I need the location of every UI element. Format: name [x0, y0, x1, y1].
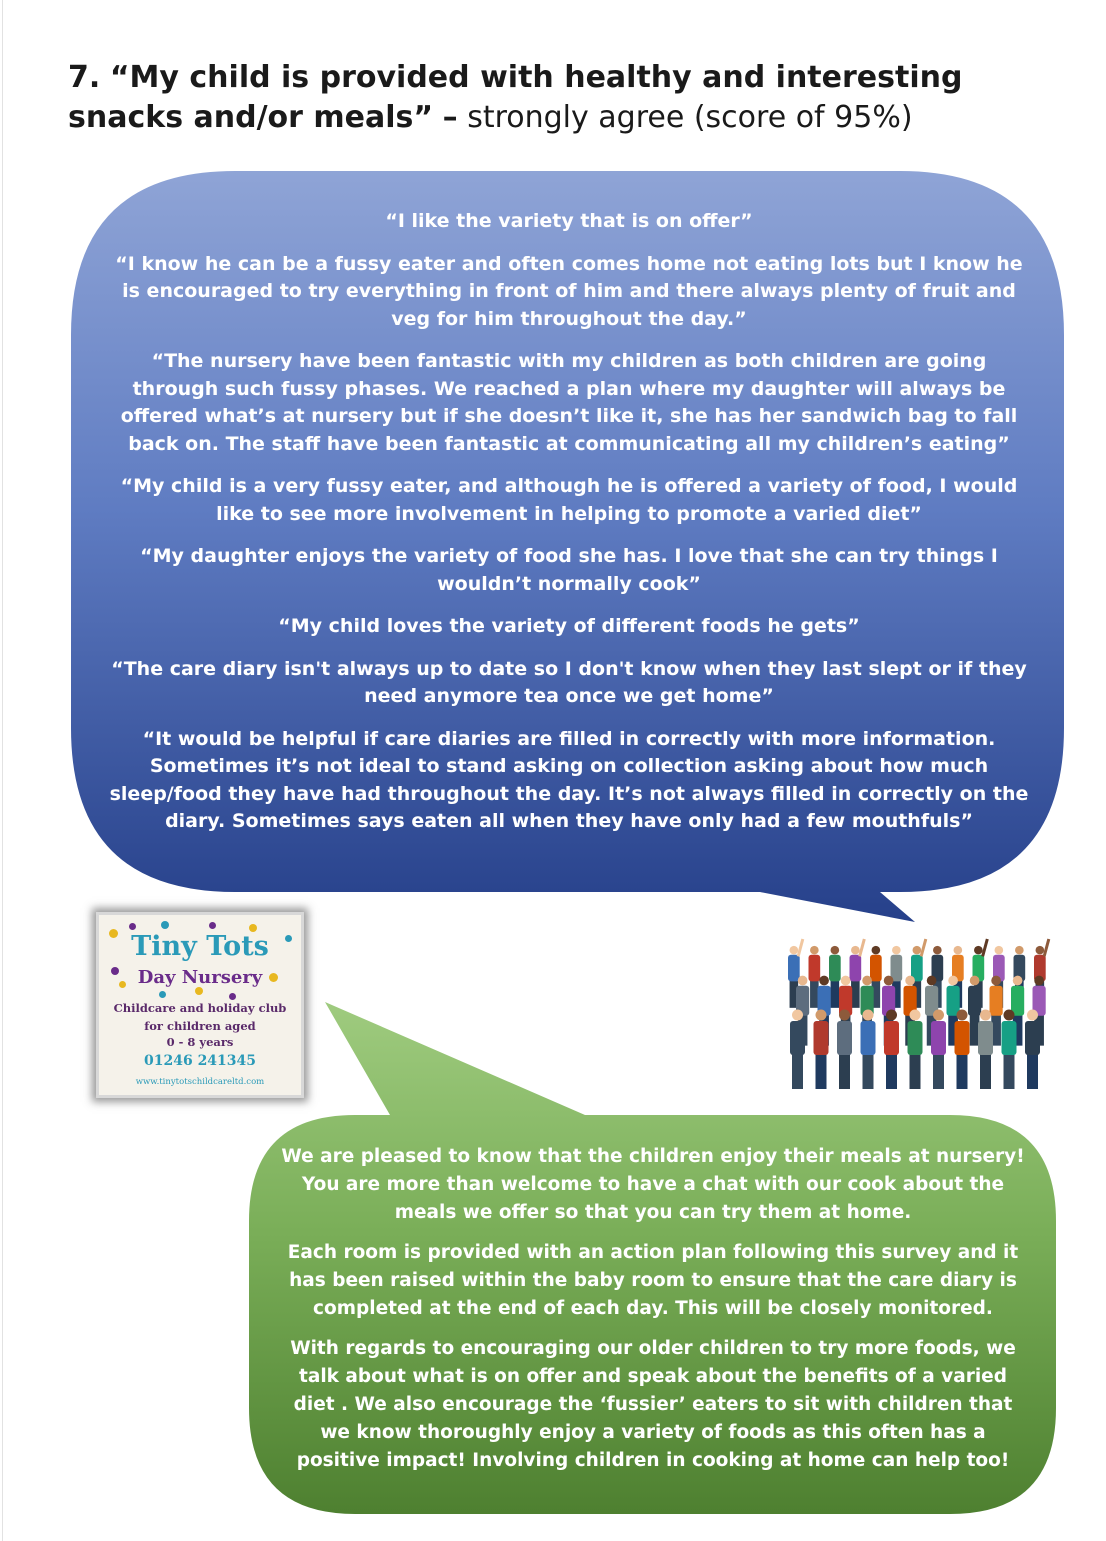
decor-dot — [159, 991, 166, 998]
sign-website: www.tinytotschildcareltd.com — [135, 1077, 265, 1087]
crowd-person — [861, 1010, 876, 1090]
crowd-person — [884, 1010, 899, 1090]
heading-number: 7. — [68, 60, 101, 95]
crowd-person — [978, 1010, 993, 1090]
crowd-person — [931, 1010, 946, 1090]
crowd-person — [814, 1010, 829, 1090]
sign-phone: 01246 241345 — [143, 1053, 257, 1069]
crowd-person — [955, 1010, 970, 1090]
crowd-icon — [782, 925, 1054, 1090]
sign-line: for children aged — [144, 1019, 256, 1033]
sign-title: Tiny Tots — [131, 931, 269, 962]
parent-comment: “The care diary isn't always up to date so I don't know when they last slept or if they need anymore tea once we get home” — [111, 657, 1027, 707]
crowd-person — [829, 946, 841, 1008]
parent-comment: “The nursery have been fantastic with my children as both children are going through such fussy phases. We reached a plan where my daughter will always be offered what’s at nursery but if she doesn’t like it, she has her sandwich bag to fall back on. The staff have been fantastic at communicating all my children’s eating” — [120, 350, 1018, 455]
parent-comment: “My child loves the variety of different foods he gets” — [278, 615, 860, 637]
decor-dot — [129, 923, 136, 930]
nursery-response — [278, 1143, 1028, 1487]
sign-subtitle: Day Nursery — [137, 967, 263, 988]
heading-result: strongly agree (score of 95%) — [467, 100, 913, 135]
parent-comment: “I like the variety that is on offer” — [385, 210, 753, 232]
heading-dash: – — [442, 100, 458, 135]
decor-dot — [161, 921, 169, 929]
decor-dot — [209, 922, 216, 929]
heading-question: “My child is provided with healthy and interesting snacks and/or meals” — [68, 60, 963, 135]
sign-line: Childcare and holiday club — [113, 1001, 287, 1015]
parent-comment: “My child is a very fussy eater, and although he is offered a variety of food, I would like to see more involvement in helping to promote a varied diet” — [120, 475, 1018, 525]
sign-line: 0 - 8 years — [166, 1035, 234, 1049]
parent-comment: “It would be helpful if care diaries are filled in correctly with more information. Sometimes it’s not ideal to stand asking on collection asking about how much sleep/food they have had throughout the day. It’s not always filled in correctly on the diary. Sometimes says eaten all when they have only had a few mouthfuls” — [109, 727, 1029, 832]
response-paragraph: Each room is provided with an action plan following this survey and it has been raised within the baby room to ensure that the care diary is completed at the end of each day. This will be closely monitored. — [287, 1242, 1019, 1319]
response-paragraph: We are pleased to know that the children enjoy their meals at nursery! You are more than welcome to have a chat with our cook about the meals we offer so that you can try them at home. — [281, 1146, 1025, 1223]
decor-dot — [195, 987, 203, 995]
crowd-person — [1002, 1010, 1017, 1090]
crowd-person — [908, 1010, 923, 1090]
decor-dot — [229, 993, 236, 1000]
parent-comments — [108, 208, 1030, 851]
parent-comment: “My daughter enjoys the variety of food she has. I love that she can try things I wouldn’t normally cook” — [140, 545, 998, 595]
crowd-person — [1025, 1010, 1040, 1090]
nursery-sign-photo — [96, 912, 304, 1098]
response-paragraph: With regards to encouraging our older children to try more foods, we talk about what is on offer and speak about the benefits of a varied diet . We also encourage the ‘fussier’ eaters to sit with children that we know thoroughly enjoy a variety of foods as this often has a positive impact! Involving children in cooking at home can help too! — [290, 1338, 1016, 1471]
parent-comment: “I know he can be a fussy eater and often comes home not eating lots but I know he is encouraged to try everything in front of him and there always plenty of fruit and veg for him throughout the day.” — [115, 252, 1023, 330]
crowd-person — [837, 1010, 852, 1090]
crowd-person — [790, 1010, 805, 1090]
